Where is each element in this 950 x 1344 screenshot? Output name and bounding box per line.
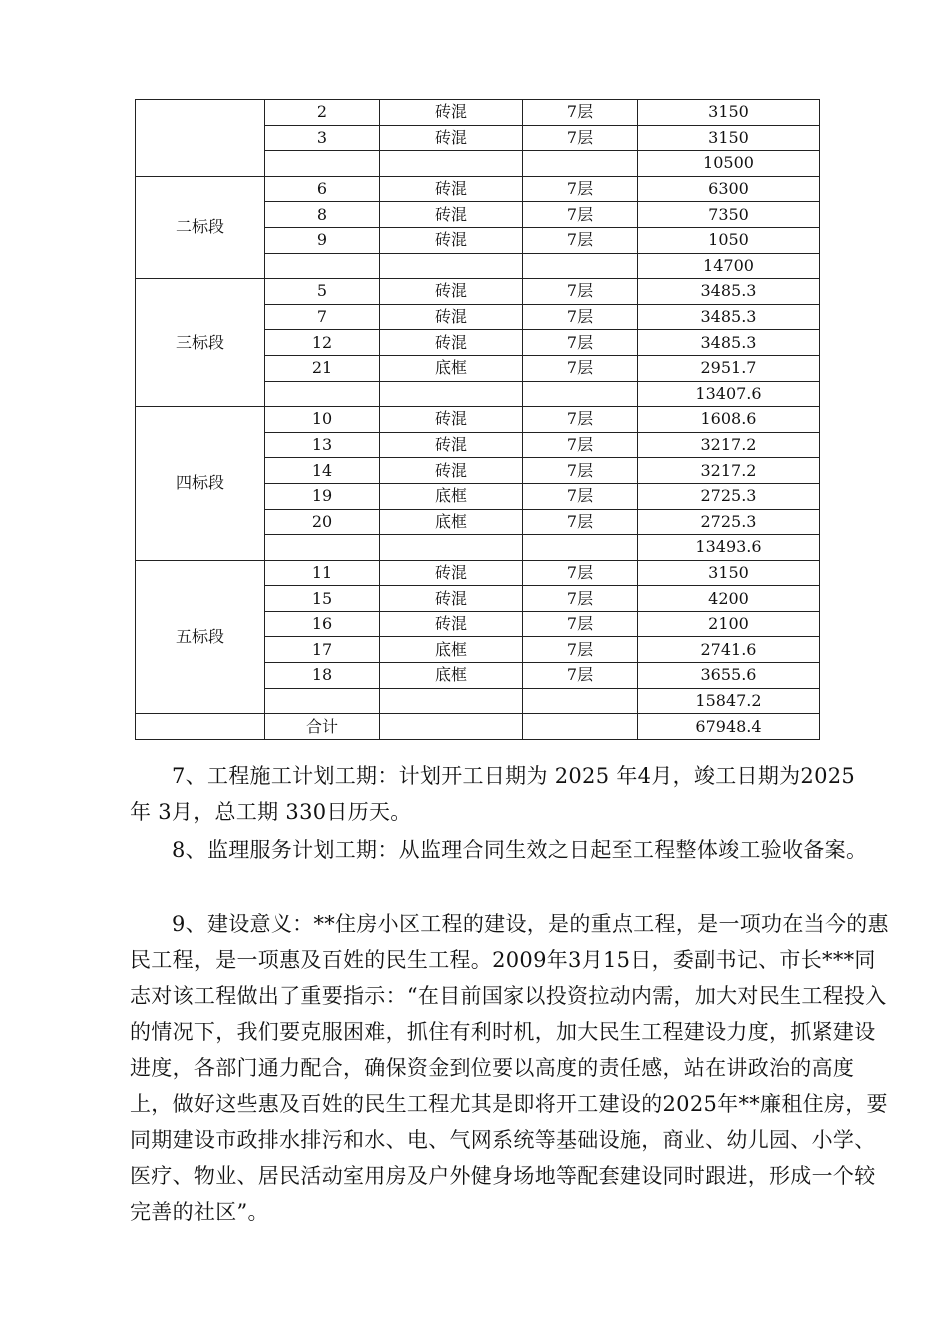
section-name-cell: 三标段 — [136, 279, 265, 407]
cell-structure: 砖混 — [380, 304, 523, 330]
cell-area: 4200 — [638, 586, 820, 612]
cell-area: 3217.2 — [638, 432, 820, 458]
paragraph-text: 8、监理服务计划工期：从监理合同生效之日起至工程整体竣工验收备案。 — [172, 838, 868, 862]
cell-structure: 底框 — [380, 355, 523, 381]
section-name-cell: 二标段 — [136, 176, 265, 278]
total-blank-cell — [380, 714, 523, 740]
cell-no: 3 — [265, 125, 380, 151]
cell-area: 1050 — [638, 227, 820, 253]
cell-floors: 7层 — [523, 637, 638, 663]
table-row — [136, 176, 820, 202]
cell-area: 3150 — [638, 125, 820, 151]
cell-no: 13 — [265, 432, 380, 458]
cell-area: 3217.2 — [638, 458, 820, 484]
paragraph-supervision-schedule — [130, 832, 875, 868]
cell-no — [265, 381, 380, 407]
cell-no — [265, 688, 380, 714]
cell-floors — [523, 151, 638, 177]
cell-no: 2 — [265, 100, 380, 126]
cell-area: 2725.3 — [638, 509, 820, 535]
cell-no: 17 — [265, 637, 380, 663]
cell-structure: 砖混 — [380, 586, 523, 612]
cell-floors: 7层 — [523, 125, 638, 151]
cell-floors: 7层 — [523, 202, 638, 228]
paragraph-construction-significance — [130, 906, 890, 1230]
cell-floors: 7层 — [523, 407, 638, 433]
cell-no: 21 — [265, 355, 380, 381]
cell-floors: 7层 — [523, 458, 638, 484]
cell-area: 3150 — [638, 100, 820, 126]
cell-no: 19 — [265, 483, 380, 509]
cell-area: 2100 — [638, 611, 820, 637]
cell-structure: 底框 — [380, 509, 523, 535]
total-area-cell: 67948.4 — [638, 714, 820, 740]
cell-no: 11 — [265, 560, 380, 586]
cell-floors: 7层 — [523, 560, 638, 586]
cell-floors: 7层 — [523, 483, 638, 509]
paragraph-construction-schedule — [130, 758, 875, 830]
cell-structure — [380, 151, 523, 177]
cell-structure — [380, 688, 523, 714]
cell-no: 5 — [265, 279, 380, 305]
cell-area: 3485.3 — [638, 279, 820, 305]
cell-structure: 砖混 — [380, 330, 523, 356]
table-row — [136, 100, 820, 126]
building-area-table — [135, 99, 820, 740]
section-name-cell — [136, 100, 265, 177]
cell-floors: 7层 — [523, 611, 638, 637]
cell-no: 16 — [265, 611, 380, 637]
cell-area: 2725.3 — [638, 483, 820, 509]
cell-area: 13493.6 — [638, 535, 820, 561]
cell-structure: 底框 — [380, 483, 523, 509]
cell-area: 3150 — [638, 560, 820, 586]
paragraph-text: 7、工程施工计划工期：计划开工日期为 2025 年4月，竣工日期为2025 年 3月，总工期 330日历天。 — [130, 764, 856, 824]
cell-structure: 砖混 — [380, 560, 523, 586]
cell-area: 10500 — [638, 151, 820, 177]
cell-floors — [523, 381, 638, 407]
cell-structure: 砖混 — [380, 176, 523, 202]
cell-no: 6 — [265, 176, 380, 202]
cell-floors: 7层 — [523, 586, 638, 612]
cell-structure: 砖混 — [380, 458, 523, 484]
cell-structure — [380, 535, 523, 561]
cell-structure: 砖混 — [380, 202, 523, 228]
cell-no — [265, 535, 380, 561]
cell-no: 10 — [265, 407, 380, 433]
total-row — [136, 714, 820, 740]
cell-structure: 砖混 — [380, 279, 523, 305]
section-name-cell: 四标段 — [136, 407, 265, 561]
cell-structure: 底框 — [380, 637, 523, 663]
cell-floors: 7层 — [523, 355, 638, 381]
cell-floors: 7层 — [523, 330, 638, 356]
cell-no: 9 — [265, 227, 380, 253]
cell-floors: 7层 — [523, 227, 638, 253]
cell-floors: 7层 — [523, 304, 638, 330]
total-blank-cell — [523, 714, 638, 740]
table-body — [136, 100, 820, 740]
cell-area: 13407.6 — [638, 381, 820, 407]
cell-floors: 7层 — [523, 176, 638, 202]
cell-structure: 砖混 — [380, 125, 523, 151]
cell-area: 2951.7 — [638, 355, 820, 381]
cell-no: 12 — [265, 330, 380, 356]
cell-no: 14 — [265, 458, 380, 484]
cell-no: 7 — [265, 304, 380, 330]
cell-structure: 砖混 — [380, 432, 523, 458]
cell-floors — [523, 253, 638, 279]
cell-floors: 7层 — [523, 432, 638, 458]
cell-structure — [380, 253, 523, 279]
cell-floors: 7层 — [523, 663, 638, 689]
table-row — [136, 407, 820, 433]
cell-no: 8 — [265, 202, 380, 228]
cell-area: 2741.6 — [638, 637, 820, 663]
cell-structure — [380, 381, 523, 407]
cell-floors — [523, 688, 638, 714]
cell-area: 3485.3 — [638, 330, 820, 356]
paragraph-text: 9、建设意义：**住房小区工程的建设，是的重点工程，是一项功在当今的惠民工程，是一项惠及百姓的民生工程。2009年3月15日，委副书记、市长***同志对该工程做出了重要指示：“在目前国家以投资拉动内需，加大对民生工程投入的情况下，我们要克服困难，抓住有利时机，加大民生工程建设力度，抓紧建设进度，各部门通力配合，确保资金到位要以高度的责任感，站在讲政治的高度上，做好这些惠及百姓的民生工程尤其是即将开工建设的2025年**廉租住房，要同期建设市政排水排污和水、电、气网系统等基础设施，商业、幼儿园、小学、医疗、物业、居民活动室用房及户外健身场地等配套建设同时跟进，形成一个较完善的社区”。 — [130, 912, 889, 1224]
cell-area: 7350 — [638, 202, 820, 228]
table-row — [136, 560, 820, 586]
cell-area: 6300 — [638, 176, 820, 202]
section-name-cell: 五标段 — [136, 560, 265, 714]
cell-structure: 砖混 — [380, 611, 523, 637]
cell-no: 20 — [265, 509, 380, 535]
cell-no — [265, 151, 380, 177]
cell-floors: 7层 — [523, 100, 638, 126]
cell-floors — [523, 535, 638, 561]
table-row — [136, 279, 820, 305]
cell-no: 15 — [265, 586, 380, 612]
cell-no: 18 — [265, 663, 380, 689]
cell-area: 14700 — [638, 253, 820, 279]
cell-floors: 7层 — [523, 509, 638, 535]
total-blank-cell — [136, 714, 265, 740]
cell-area: 1608.6 — [638, 407, 820, 433]
cell-floors: 7层 — [523, 279, 638, 305]
cell-structure: 砖混 — [380, 227, 523, 253]
cell-structure: 砖混 — [380, 100, 523, 126]
cell-structure: 砖混 — [380, 407, 523, 433]
cell-area: 3655.6 — [638, 663, 820, 689]
cell-no — [265, 253, 380, 279]
cell-structure: 底框 — [380, 663, 523, 689]
cell-area: 3485.3 — [638, 304, 820, 330]
cell-area: 15847.2 — [638, 688, 820, 714]
total-label-cell: 合计 — [265, 714, 380, 740]
